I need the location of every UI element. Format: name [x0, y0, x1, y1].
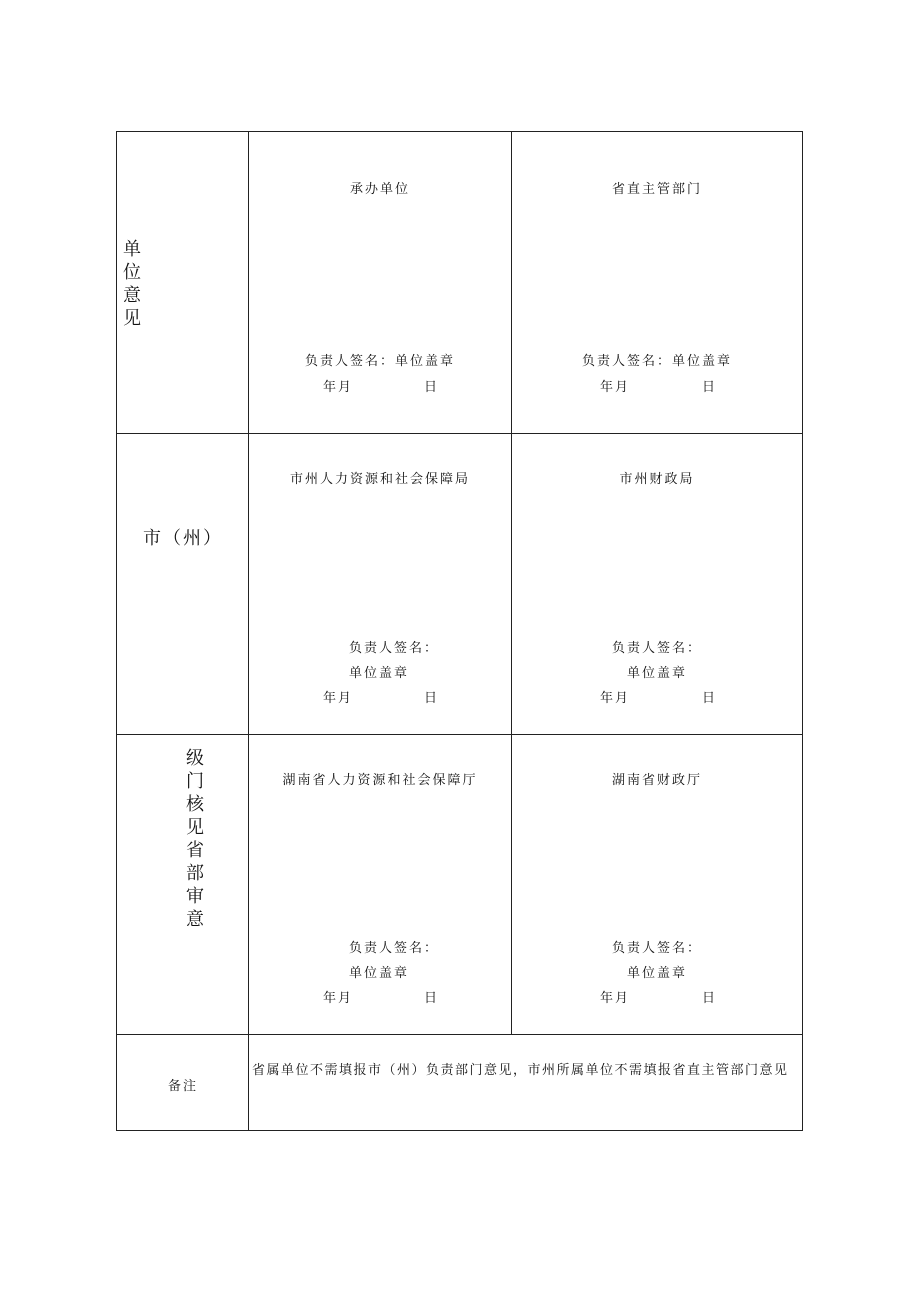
row-divider-2: [116, 734, 803, 735]
section3-right-year-month: 年月: [600, 991, 631, 1006]
section2-right-seal: 单位盖章: [627, 666, 688, 681]
section2-left-day: 日: [424, 691, 440, 706]
section1-right-year-month: 年月: [600, 380, 631, 395]
row-divider-3: [116, 1034, 803, 1035]
section3-right-seal: 单位盖章: [627, 966, 688, 981]
section1-left-title: 承办单位: [349, 182, 411, 197]
table-border-left: [116, 131, 117, 1131]
section1-left-signature: 负责人签名：单位盖章: [305, 354, 456, 369]
section3-left-title: 湖南省人力资源和社会保障厅: [282, 773, 478, 788]
section1-right-signature: 负责人签名：单位盖章: [582, 354, 733, 369]
section2-right-title: 市州财政局: [619, 472, 695, 487]
section3-right-day: 日: [702, 991, 718, 1006]
section3-left-day: 日: [424, 991, 440, 1006]
section3-label: 级门核见省部审意: [186, 748, 204, 930]
section2-left-signature: 负责人签名：: [349, 641, 440, 656]
section2-right-year-month: 年月: [600, 691, 631, 706]
section3-left-seal: 单位盖章: [349, 966, 410, 981]
section3-right-title: 湖南省财政厅: [611, 773, 703, 788]
section2-label: 市（州）: [143, 528, 223, 549]
table-border-top: [116, 131, 803, 132]
section1-label: 单位意见: [123, 239, 141, 329]
section3-right-signature: 负责人签名：: [612, 941, 703, 956]
section3-left-year-month: 年月: [323, 991, 354, 1006]
table-border-right: [802, 131, 803, 1131]
section2-left-year-month: 年月: [323, 691, 354, 706]
section3-left-signature: 负责人签名：: [349, 941, 440, 956]
section1-right-title: 省直主管部门: [611, 182, 703, 197]
section2-left-title: 市州人力资源和社会保障局: [289, 472, 471, 487]
section1-left-day: 日: [424, 380, 440, 395]
section2-right-signature: 负责人签名：: [612, 641, 703, 656]
section2-right-day: 日: [702, 691, 718, 706]
remarks-label: 备注: [168, 1079, 199, 1094]
remarks-text: 省属单位不需填报市（州）负责部门意见，市州所属单位不需填报省直主管部门意见: [252, 1063, 789, 1078]
column-divider-2: [511, 131, 512, 1035]
row-divider-1: [116, 433, 803, 434]
table-border-bottom: [116, 1130, 803, 1131]
section1-left-year-month: 年月: [323, 380, 354, 395]
section1-right-day: 日: [702, 380, 718, 395]
column-divider-1: [248, 131, 249, 1131]
section2-left-seal: 单位盖章: [349, 666, 410, 681]
